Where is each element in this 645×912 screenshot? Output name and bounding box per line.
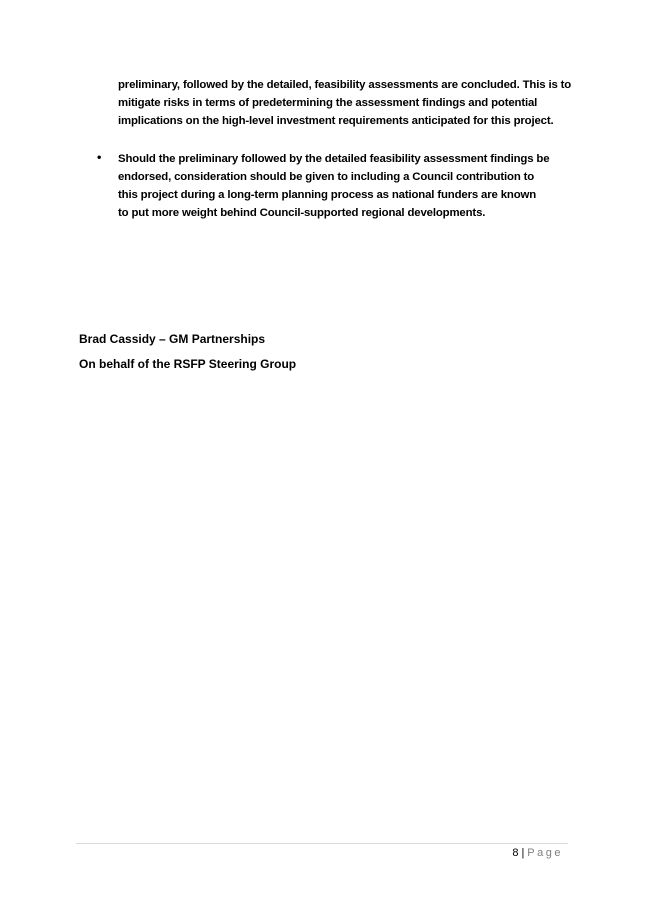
page-footer: [512, 846, 563, 860]
paragraph-line: this project during a long-term planning process as national funders are known: [118, 189, 537, 201]
paragraph-line: implications on the high-level investment requirements anticipated for this project.: [118, 115, 554, 127]
paragraph-line: endorsed, consideration should be given to including a Council contribution to: [118, 171, 535, 183]
page-number: 8: [512, 847, 519, 859]
continuation-paragraph: [118, 76, 572, 130]
signatory-on-behalf: On behalf of the RSFP Steering Group: [79, 357, 297, 371]
footer-separator: |: [521, 847, 525, 859]
paragraph-line: preliminary, followed by the detailed, feasibility assessments are concluded. This is to: [118, 79, 572, 91]
bullet-dot-icon: •: [96, 153, 103, 164]
signatory-name: Brad Cassidy – GM Partnerships: [79, 332, 266, 346]
paragraph-line: Should the preliminary followed by the detailed feasibility assessment findings be: [118, 153, 550, 165]
bullet-text: [118, 150, 568, 222]
paragraph-line: mitigate risks in terms of predetermining the assessment findings and potential: [118, 97, 538, 109]
paragraph-line: to put more weight behind Council-supported regional developments.: [118, 207, 486, 219]
footer-divider: [76, 843, 568, 844]
page-label: Page: [527, 847, 563, 859]
